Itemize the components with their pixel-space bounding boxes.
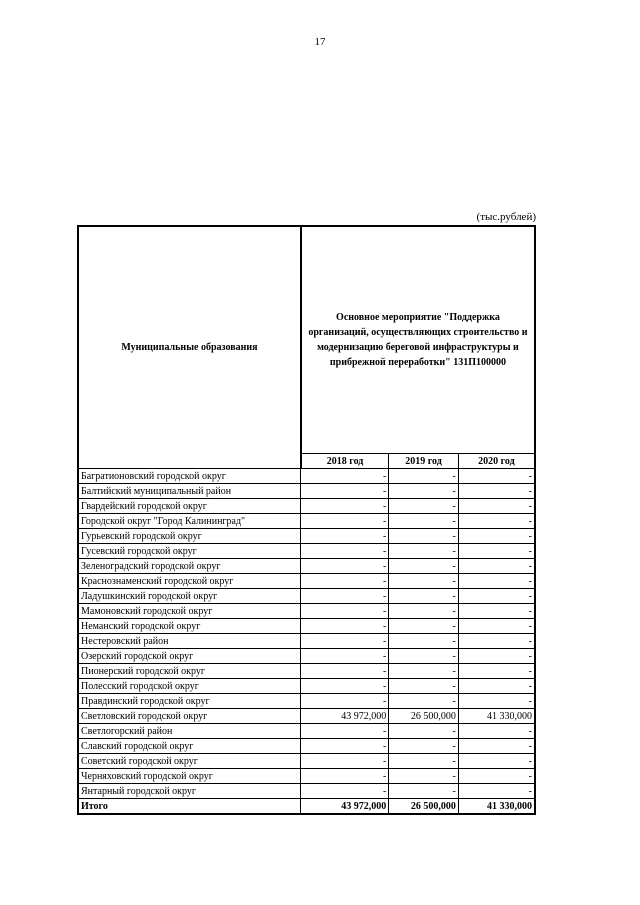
value-2020: - — [458, 544, 535, 559]
table-row — [78, 769, 535, 784]
value-2018: - — [301, 514, 389, 529]
municipality-name: Ладушкинский городской округ — [78, 589, 301, 604]
value-2019: - — [389, 529, 459, 544]
municipality-name: Светлогорский район — [78, 724, 301, 739]
budget-table — [77, 225, 536, 815]
table-row — [78, 694, 535, 709]
value-2018: - — [301, 694, 389, 709]
value-2019: - — [389, 604, 459, 619]
value-2019: - — [389, 679, 459, 694]
value-2018: - — [301, 769, 389, 784]
value-2019: - — [389, 634, 459, 649]
value-2020: - — [458, 649, 535, 664]
value-2020: - — [458, 784, 535, 799]
value-2020: - — [458, 634, 535, 649]
value-2020: - — [458, 559, 535, 574]
value-2020: - — [458, 529, 535, 544]
value-2020: - — [458, 469, 535, 484]
table-row — [78, 634, 535, 649]
value-2018: - — [301, 724, 389, 739]
total-label: Итого — [78, 799, 301, 815]
municipality-name: Озерский городской округ — [78, 649, 301, 664]
value-2020: - — [458, 499, 535, 514]
municipality-name: Полесский городской округ — [78, 679, 301, 694]
value-2019: - — [389, 724, 459, 739]
table-row — [78, 529, 535, 544]
value-2019: 26 500,000 — [389, 709, 459, 724]
municipality-name: Светловский городской округ — [78, 709, 301, 724]
table-row — [78, 574, 535, 589]
municipal-header: Муниципальные образования — [78, 226, 301, 469]
municipality-name: Мамоновский городской округ — [78, 604, 301, 619]
year-header-2019: 2019 год — [389, 454, 459, 469]
value-2018: - — [301, 499, 389, 514]
value-2019: - — [389, 619, 459, 634]
table-row — [78, 739, 535, 754]
value-2018: - — [301, 784, 389, 799]
value-2018: - — [301, 559, 389, 574]
value-2018: - — [301, 574, 389, 589]
value-2019: - — [389, 589, 459, 604]
table-row — [78, 649, 535, 664]
table-row — [78, 724, 535, 739]
value-2020: - — [458, 619, 535, 634]
total-2018: 43 972,000 — [301, 799, 389, 815]
value-2019: - — [389, 694, 459, 709]
value-2020: - — [458, 514, 535, 529]
table-row — [78, 619, 535, 634]
municipality-name: Правдинский городской округ — [78, 694, 301, 709]
value-2020: - — [458, 484, 535, 499]
table-row — [78, 754, 535, 769]
municipality-name: Гусевский городской округ — [78, 544, 301, 559]
value-2018: - — [301, 619, 389, 634]
municipality-name: Багратионовский городской округ — [78, 469, 301, 484]
value-2020: - — [458, 574, 535, 589]
value-2018: - — [301, 604, 389, 619]
value-2020: 41 330,000 — [458, 709, 535, 724]
value-2020: - — [458, 604, 535, 619]
municipality-name: Гвардейский городской округ — [78, 499, 301, 514]
value-2020: - — [458, 589, 535, 604]
municipality-name: Зеленоградский городской округ — [78, 559, 301, 574]
value-2020: - — [458, 694, 535, 709]
value-2018: - — [301, 544, 389, 559]
value-2020: - — [458, 679, 535, 694]
value-2019: - — [389, 544, 459, 559]
units-label: (тыс.рублей) — [476, 211, 536, 223]
table-row — [78, 544, 535, 559]
table-row — [78, 784, 535, 799]
table-row — [78, 514, 535, 529]
total-row — [78, 799, 535, 815]
value-2019: - — [389, 499, 459, 514]
value-2020: - — [458, 724, 535, 739]
table-row — [78, 499, 535, 514]
value-2018: - — [301, 469, 389, 484]
value-2018: 43 972,000 — [301, 709, 389, 724]
table-row — [78, 469, 535, 484]
value-2019: - — [389, 664, 459, 679]
header-row — [78, 226, 535, 454]
value-2019: - — [389, 649, 459, 664]
municipality-name: Городской округ "Город Калининград" — [78, 514, 301, 529]
year-header-2020: 2020 год — [458, 454, 535, 469]
value-2018: - — [301, 679, 389, 694]
value-2019: - — [389, 484, 459, 499]
municipality-name: Советский городской округ — [78, 754, 301, 769]
table-row — [78, 484, 535, 499]
municipality-name: Пионерский городской округ — [78, 664, 301, 679]
value-2019: - — [389, 769, 459, 784]
total-2020: 41 330,000 — [458, 799, 535, 815]
municipality-name: Гурьевский городской округ — [78, 529, 301, 544]
value-2020: - — [458, 664, 535, 679]
municipality-name: Янтарный городской округ — [78, 784, 301, 799]
table-row — [78, 559, 535, 574]
municipality-name: Краснознаменский городской округ — [78, 574, 301, 589]
table-row — [78, 589, 535, 604]
value-2018: - — [301, 664, 389, 679]
activity-header: Основное мероприятие "Поддержка организаций, осуществляющих строительство и модернизацию береговой инфраструктуры и прибрежной переработки" 131П100000 — [301, 226, 535, 454]
value-2018: - — [301, 754, 389, 769]
value-2019: - — [389, 514, 459, 529]
value-2019: - — [389, 784, 459, 799]
municipality-name: Неманский городской округ — [78, 619, 301, 634]
table-body — [78, 469, 535, 799]
value-2018: - — [301, 649, 389, 664]
value-2019: - — [389, 469, 459, 484]
year-header-2018: 2018 год — [301, 454, 389, 469]
value-2018: - — [301, 589, 389, 604]
value-2020: - — [458, 769, 535, 784]
table-row — [78, 664, 535, 679]
value-2018: - — [301, 634, 389, 649]
value-2019: - — [389, 754, 459, 769]
total-2019: 26 500,000 — [389, 799, 459, 815]
page-number: 17 — [314, 36, 326, 48]
municipality-name: Балтийский муниципальный район — [78, 484, 301, 499]
table-row — [78, 679, 535, 694]
value-2019: - — [389, 559, 459, 574]
value-2020: - — [458, 754, 535, 769]
table-row — [78, 709, 535, 724]
value-2019: - — [389, 574, 459, 589]
municipality-name: Черняховский городской округ — [78, 769, 301, 784]
table-row — [78, 604, 535, 619]
value-2018: - — [301, 739, 389, 754]
value-2019: - — [389, 739, 459, 754]
municipality-name: Славский городской округ — [78, 739, 301, 754]
value-2018: - — [301, 529, 389, 544]
value-2018: - — [301, 484, 389, 499]
value-2020: - — [458, 739, 535, 754]
municipality-name: Нестеровский район — [78, 634, 301, 649]
